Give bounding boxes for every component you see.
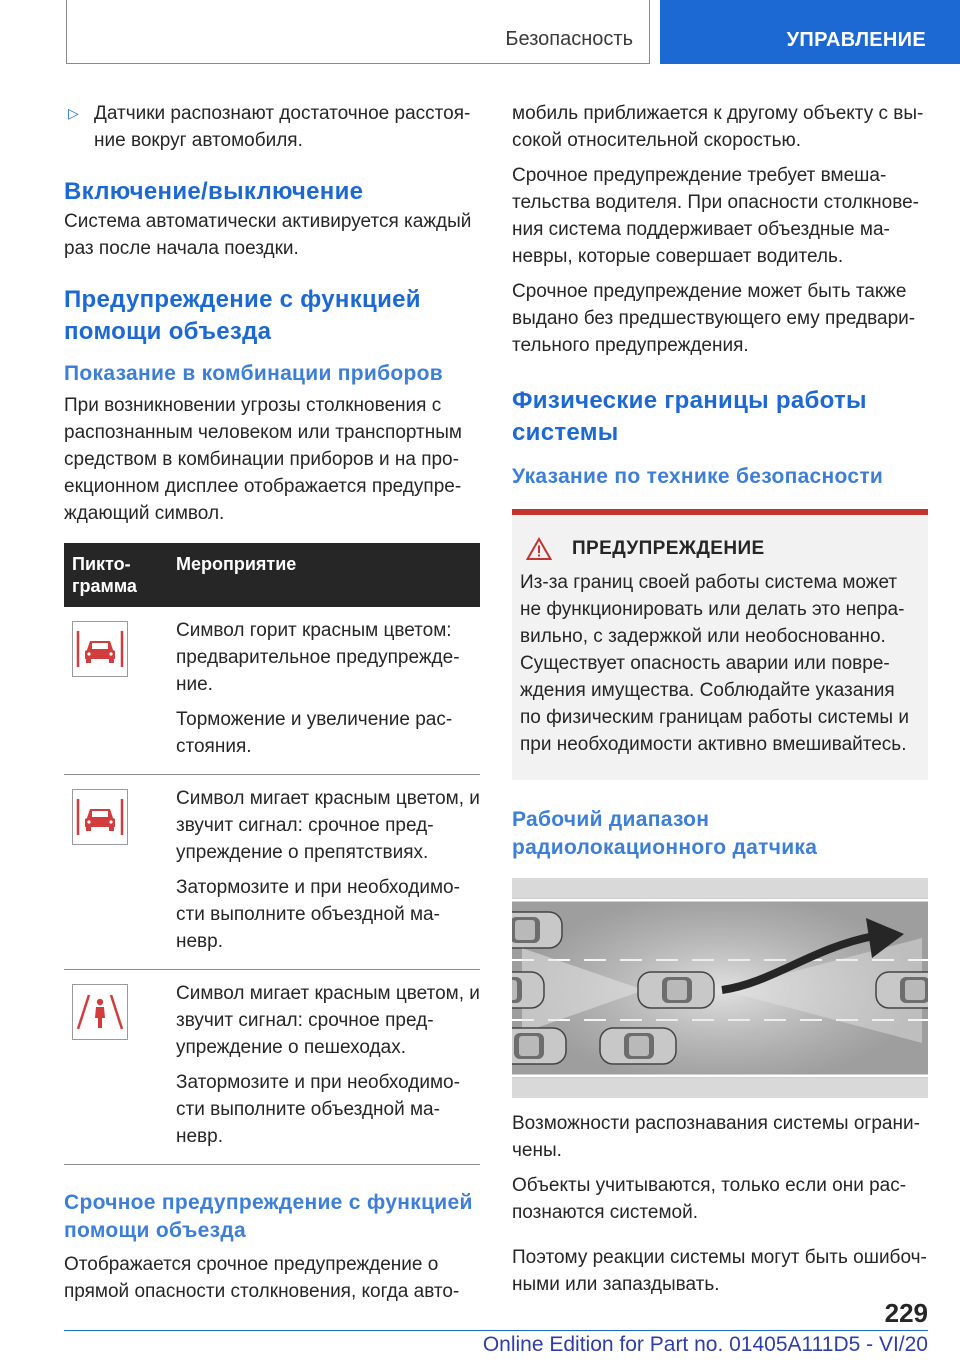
paragraph-continued: мобиль приближается к другому объекту с вы-сокой относительной скоростью. (512, 103, 924, 151)
row-text-secondary: Затормозите и при необходимо-сти выполните объездной ма-невр. (176, 1072, 460, 1147)
heading-urgent-warning: Срочное предупреждение с функцией помощи объезда (64, 1191, 473, 1242)
paragraph-urgent-warning: Отображается срочное предупреждение о прямой опасности столкновения, когда авто- (64, 1254, 460, 1302)
row-text-secondary: Торможение и увеличение рас-стояния. (176, 709, 453, 757)
paragraph-objects: Объекты учитываются, только если они рас-познаются системой. (512, 1175, 907, 1223)
bullet-item (64, 100, 480, 154)
triangle-bullet-icon: ▷ (68, 105, 79, 121)
row-text-secondary: Затормозите и при необходимо-сти выполните объездной ма-невр. (176, 877, 460, 952)
pedestrian-warning-icon (72, 984, 128, 1040)
paragraph-instrument-cluster: При возникновении угрозы столкновения с распознанным человеком или транспортным средством в комбинации приборов и на про-екционном дисплее отображается предупре-ждающий символ. (64, 395, 462, 524)
warning-text: Из-за границ своей работы система может не функционировать или делать это непра-вильно, с задержкой или необоснованно. Существует опасность аварии или повре-ждения имущества. Соблюдайте указания по физическим границам работы системы и при необходимости активно вмешивайтесь. (520, 572, 909, 755)
section-tab-label: Безопасность (505, 28, 633, 50)
paragraph-recognition: Возможности распознавания системы ограни-чены. (512, 1113, 920, 1161)
page-number: 229 (884, 1298, 928, 1328)
heading-system-limits: Физические границы работы системы (512, 387, 867, 446)
table-row (64, 775, 480, 970)
footer-divider (64, 1330, 928, 1331)
warning-box (512, 509, 928, 780)
heading-radar-range: Рабочий диапазон радиолокационного датчика (512, 808, 818, 859)
heading-instrument-cluster: Показание в комбинации приборов (64, 362, 443, 385)
paragraph-on-off: Система автоматически активируется каждый раз после начала поездки. (64, 211, 472, 259)
chapter-tab-label: УПРАВЛЕНИЕ (786, 29, 926, 51)
radar-range-illustration (512, 878, 928, 1098)
right-column (512, 100, 928, 1298)
paragraph-no-prewarning: Срочное предупреждение может быть также выдано без предшествующего ему предвари-тельного предупреждения. (512, 281, 916, 356)
section-tab (66, 0, 650, 64)
column-header-pictogram: Пикто-грамма (72, 554, 137, 596)
heading-warning-assist: Предупреждение с функцией помощи объезда (64, 286, 421, 345)
paragraph-reactions: Поэтому реакции системы могут быть ошибоч-ными или запаздывать. (512, 1247, 927, 1295)
left-column (64, 100, 480, 1305)
bullet-text: Датчики распознают достаточное расстоя-ние вокруг автомобиля. (94, 103, 471, 151)
chapter-tab (660, 0, 960, 64)
row-text-primary: Символ мигает красным цветом, и звучит сигнал: срочное пред-упреждение о препятствиях. (176, 788, 480, 863)
table-row (64, 970, 480, 1165)
row-text-primary: Символ мигает красным цветом, и звучит сигнал: срочное пред-упреждение о пешеходах. (176, 983, 480, 1058)
heading-safety-note: Указание по технике безопасности (512, 465, 884, 488)
car-front-warning-icon (72, 789, 128, 845)
warning-title: ПРЕДУПРЕЖДЕНИЕ (572, 538, 765, 559)
warning-header (520, 537, 920, 561)
table-header (64, 543, 480, 607)
warning-triangle-icon (526, 537, 552, 561)
symbol-table (64, 543, 480, 1165)
table-row (64, 607, 480, 775)
footer-edition: Online Edition for Part no. 01405A111D5 - VI/20 (482, 1333, 928, 1356)
row-text-primary: Символ горит красным цветом: предварительное предупрежде-ние. (176, 620, 460, 695)
paragraph-intervention: Срочное предупреждение требует вмеша-тельства водителя. При опасности столкнове-ния система поддерживает объездные ма-невры, которые совершает водитель. (512, 165, 919, 267)
column-header-action: Мероприятие (176, 554, 297, 574)
car-front-warning-icon (72, 621, 128, 677)
heading-on-off: Включение/выключение (64, 178, 364, 205)
